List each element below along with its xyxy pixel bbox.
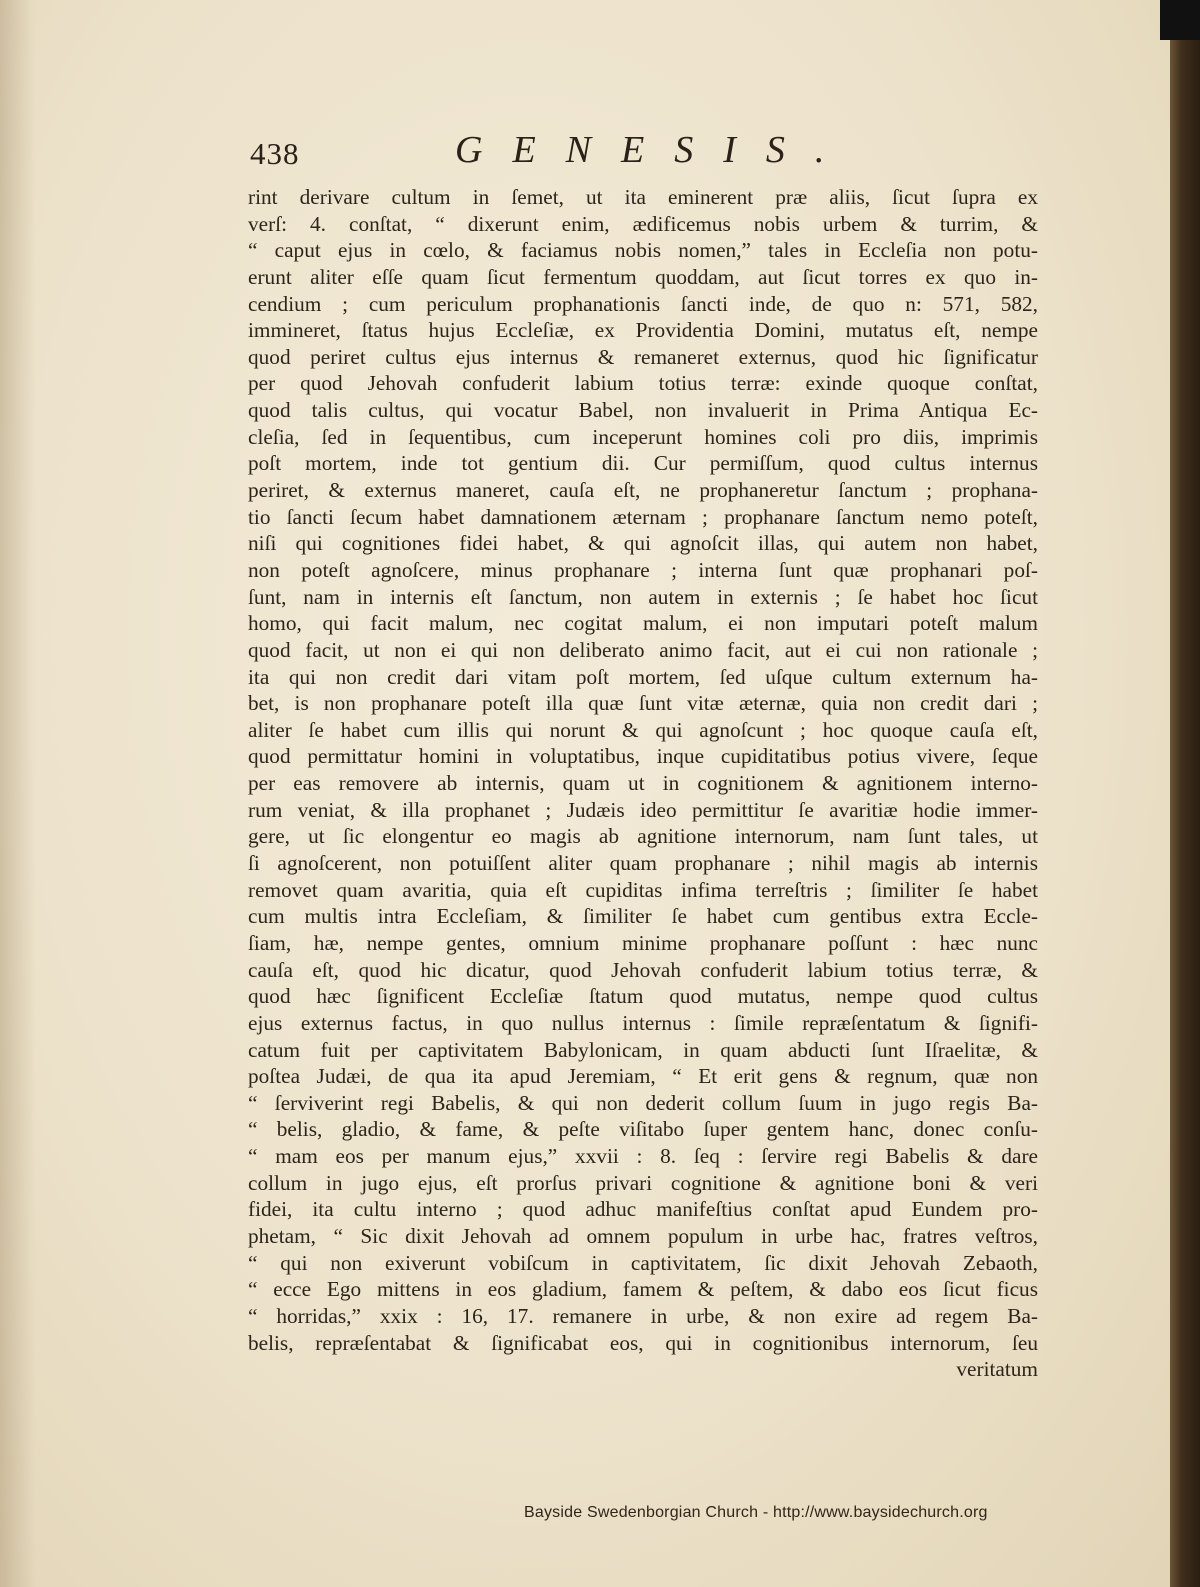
text-line: per eas removere ab internis, quam ut in cognitionem & agnitionem interno- — [248, 771, 1038, 796]
text-line: periret, & externus maneret, cauſa eſt, ne prophaneretur ſanctum ; prophana- — [248, 478, 1038, 503]
watermark-caption: Bayside Swedenborgian Church - http://www.baysidechurch.org — [524, 1504, 988, 1521]
text-line: per quod Jehovah confuderit labium totius terræ: exinde quoque conſtat, — [248, 371, 1038, 396]
body-text — [248, 184, 1038, 1383]
text-line: cendium ; cum periculum prophanationis ſancti inde, de quo n: 571, 582, — [248, 291, 1038, 316]
text-line: immineret, ſtatus hujus Eccleſiæ, ex Providentia Domini, mutatus eſt, nempe — [248, 318, 1038, 343]
text-line: bet, is non prophanare poteſt illa quæ ſunt vitæ æternæ, quia non credit dari ; — [248, 691, 1038, 716]
text-line: tio ſancti ſecum habet damnationem æternam ; prophanare ſanctum nemo poteſt, — [248, 504, 1038, 529]
text-line: catum fuit per captivitatem Babylonicam, in quam abducti ſunt Iſraelitæ, & — [248, 1037, 1038, 1062]
text-line: ſi agnoſcerent, non potuiſſent aliter quam prophanare ; nihil magis ab internis — [248, 851, 1038, 876]
text-line: fidei, ita cultu interno ; quod adhuc manifeſtius conſtat apud Eundem pro- — [248, 1197, 1038, 1222]
book-spine-edge — [1170, 0, 1200, 1587]
text-line: aliter ſe habet cum illis qui norunt & qui agnoſcunt ; hoc quoque cauſa eſt, — [248, 717, 1038, 742]
text-line: niſi qui cognitiones fidei habet, & qui agnoſcit illas, qui autem non habet, — [248, 531, 1038, 556]
text-line: “ qui non exiverunt vobiſcum in captivitatem, ſic dixit Jehovah Zebaoth, — [248, 1250, 1038, 1275]
text-line: ejus externus factus, in quo nullus internus : ſimile repræſentatum & ſignifi- — [248, 1010, 1038, 1035]
text-line: phetam, “ Sic dixit Jehovah ad omnem populum in urbe hac, fratres veſtros, — [248, 1223, 1038, 1248]
text-line: quod permittatur homini in voluptatibus, inque cupiditatibus potius vivere, ſeque — [248, 744, 1038, 769]
running-title: GENESIS. — [455, 129, 855, 171]
text-line: “ ecce Ego mittens in eos gladium, famem & peſtem, & dabo eos ſicut ficus — [248, 1277, 1038, 1302]
text-line: quod periret cultus ejus internus & remaneret externus, quod hic ſignificatur — [248, 344, 1038, 369]
text-line: poſtea Judæi, de qua ita apud Jeremiam, “ Et erit gens & regnum, quæ non — [248, 1064, 1038, 1089]
text-line: poſt mortem, inde tot gentium dii. Cur permiſſum, quod cultus internus — [248, 451, 1038, 476]
text-line: “ ſerviverint regi Babelis, & qui non dederit collum ſuum in jugo regis Ba- — [248, 1090, 1038, 1115]
scan-corner — [1160, 0, 1200, 40]
text-line: cum multis intra Eccleſiam, & ſimiliter ſe habet cum gentibus extra Eccle- — [248, 904, 1038, 929]
text-line: verſ: 4. conſtat, “ dixerunt enim, ædificemus nobis urbem & turrim, & — [248, 211, 1038, 236]
text-line: quod talis cultus, qui vocatur Babel, non invaluerit in Prima Antiqua Ec- — [248, 398, 1038, 423]
text-line: “ caput ejus in cœlo, & faciamus nobis nomen,” tales in Eccleſia non potu- — [248, 238, 1038, 263]
page-number: 438 — [250, 136, 300, 171]
text-line: veritatum — [956, 1357, 1038, 1382]
text-line: removet quam avaritia, quia eſt cupiditas infima terreſtris ; ſimiliter ſe habet — [248, 877, 1038, 902]
text-line: “ mam eos per manum ejus,” xxvii : 8. ſeq : ſervire regi Babelis & dare — [248, 1144, 1038, 1169]
text-line: gere, ut ſic elongentur eo magis ab agnitione internorum, nam ſunt tales, ut — [248, 824, 1038, 849]
text-line: ita qui non credit dari vitam poſt mortem, ſed uſque cultum externum ha- — [248, 664, 1038, 689]
text-line: homo, qui facit malum, nec cogitat malum, ei non imputari poteſt malum — [248, 611, 1038, 636]
text-line: ſunt, nam in internis eſt ſanctum, non autem in externis ; ſe habet hoc ſicut — [248, 584, 1038, 609]
text-line: “ belis, gladio, & fame, & peſte viſitabo ſuper gentem hanc, donec conſu- — [248, 1117, 1038, 1142]
text-line: quod hæc ſignificent Eccleſiæ ſtatum quod mutatus, nempe quod cultus — [248, 984, 1038, 1009]
text-line: rint derivare cultum in ſemet, ut ita eminerent præ aliis, ſicut ſupra ex — [248, 185, 1038, 209]
text-line: quod facit, ut non ei qui non deliberato animo facit, aut ei cui non rationale ; — [248, 637, 1038, 662]
text-line: erunt aliter eſſe quam ſicut fermentum quoddam, aut ſicut torres ex quo in- — [248, 264, 1038, 289]
text-line: “ horridas,” xxix : 16, 17. remanere in urbe, & non exire ad regem Ba- — [248, 1303, 1038, 1328]
text-line: collum in jugo ejus, eſt prorſus privari cognitione & agnitione boni & veri — [248, 1170, 1038, 1195]
text-line: ſiam, hæ, nempe gentes, omnium minime prophanare poſſunt : hæc nunc — [248, 930, 1038, 955]
text-line: belis, repræſentabat & ſignificabat eos, qui in cognitionibus internorum, ſeu — [248, 1330, 1038, 1355]
text-line: cleſia, ſed in ſequentibus, cum inceperunt homines coli pro diis, imprimis — [248, 424, 1038, 449]
page-header — [250, 128, 1050, 178]
text-line: cauſa eſt, quod hic dicatur, quod Jehovah confuderit labium totius terræ, & — [248, 957, 1038, 982]
text-line: non poteſt agnoſcere, minus prophanare ; interna ſunt quæ prophanari poſ- — [248, 557, 1038, 582]
text-line: rum veniat, & illa prophanet ; Judæis ideo permittitur ſe avaritiæ hodie immer- — [248, 797, 1038, 822]
